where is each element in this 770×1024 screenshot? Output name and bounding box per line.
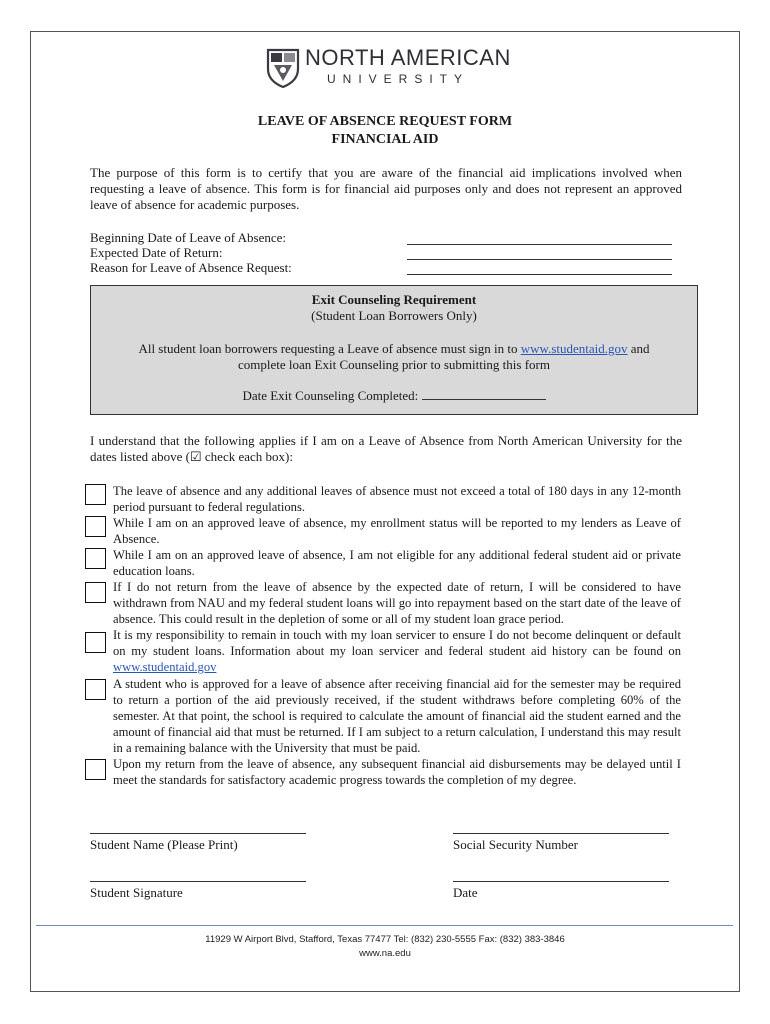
checkbox-item-6[interactable] (85, 679, 106, 700)
exit-counseling-date-label: Date Exit Counseling Completed: (242, 388, 419, 403)
student-name-label: Student Name (Please Print) (90, 837, 238, 852)
reason-label: Reason for Leave of Absence Request: (90, 260, 292, 275)
exit-text-before-link: All student loan borrowers requesting a Leave of absence must sign in to (138, 341, 518, 356)
checkbox-item-5[interactable] (85, 632, 106, 653)
beginning-date-label: Beginning Date of Leave of Absence: (90, 230, 287, 245)
studentaid-link[interactable]: www.studentaid.gov (520, 341, 628, 356)
footer-divider (36, 925, 733, 926)
list-item: Upon my return from the leave of absence, any subsequent financial aid disbursements may be delayed until I meet the standards for satisfactory academic progress towards the completion of my degree. (113, 757, 681, 787)
exit-counseling-box (90, 285, 698, 415)
exit-text-after-link: and (630, 341, 650, 356)
footer-website: www.na.edu (359, 948, 411, 959)
university-subtitle: UNIVERSITY (327, 72, 470, 86)
exit-counseling-date-field[interactable] (422, 389, 546, 400)
list-item: If I do not return from the leave of absence by the expected date of return, I will be considered to have withdrawn from NAU and my federal student loans will go into repayment based on the start date of the leave of absence. This could result in the depletion of some or all of my student loan grace period. (113, 580, 681, 626)
list-item: While I am on an approved leave of absence, I am not eligible for any additional federal student aid or private education loans. (113, 548, 681, 578)
expected-return-label: Expected Date of Return: (90, 245, 223, 260)
intro-paragraph: The purpose of this form is to certify that you are aware of the financial aid implications involved when requesting a leave of absence. This form is for financial aid purposes only and does not represent an approved leave of absence for academic purposes. (90, 165, 682, 212)
form-title: LEAVE OF ABSENCE REQUEST FORM (257, 114, 513, 129)
exit-counseling-subheading: (Student Loan Borrowers Only) (311, 308, 477, 323)
checkbox-item-2[interactable] (85, 516, 106, 537)
list-item: A student who is approved for a leave of absence after receiving financial aid for the semester may be required to return a portion of the aid previously received, if the student withdraws before completing 60% of the semester. At that point, the school is required to calculate the amount of financial aid the student earned and the amount of financial aid that must be returned. If I am subject to a return calculation, I understand this may result in a remaining balance with the University that must be paid. (113, 677, 681, 755)
exit-counseling-text-line2: complete loan Exit Counseling prior to submitting this form (238, 357, 550, 372)
list-item: The leave of absence and any additional leaves of absence must not exceed a total of 180 days in any 12-month period pursuant to federal regulations. (113, 484, 681, 514)
university-name: NORTH AMERICAN (305, 45, 511, 70)
ssn-label: Social Security Number (453, 837, 578, 852)
footer-address: 11929 W Airport Blvd, Stafford, Texas 77477 Tel: (832) 230-5555 Fax: (832) 383-3846 (205, 934, 565, 945)
exit-counseling-heading: Exit Counseling Requirement (311, 292, 477, 307)
ssn-field[interactable] (453, 833, 669, 834)
checkbox-item-4[interactable] (85, 582, 106, 603)
exit-counseling-date-row (91, 388, 697, 404)
student-name-field[interactable] (90, 833, 306, 834)
student-signature-field[interactable] (90, 881, 306, 882)
list-item: While I am on an approved leave of absence, my enrollment status will be reported to my lenders as Leave of Absence. (113, 516, 681, 546)
shield-icon (265, 47, 301, 89)
student-signature-label: Student Signature (90, 885, 183, 900)
acknowledgement-text: I understand that the following applies if I am on a Leave of Absence from North American University for the dates listed above (☑ check each box): (90, 433, 682, 464)
checkbox-item-3[interactable] (85, 548, 106, 569)
reason-field[interactable] (407, 274, 672, 275)
university-logo (265, 47, 510, 91)
form-subtitle: FINANCIAL AID (331, 132, 439, 147)
list-item (113, 627, 681, 675)
list-item-text: It is my responsibility to remain in touch with my loan servicer to ensure I do not become delinquent or default on my student loans. Information about my loan servicer and federal student aid history can be found on (113, 628, 681, 658)
checkbox-item-7[interactable] (85, 759, 106, 780)
exit-counseling-text (91, 341, 697, 357)
checkbox-item-1[interactable] (85, 484, 106, 505)
date-label: Date (453, 885, 478, 900)
studentaid-link[interactable]: www.studentaid.gov (113, 660, 217, 674)
date-field[interactable] (453, 881, 669, 882)
expected-return-field[interactable] (407, 259, 672, 260)
beginning-date-field[interactable] (407, 244, 672, 245)
